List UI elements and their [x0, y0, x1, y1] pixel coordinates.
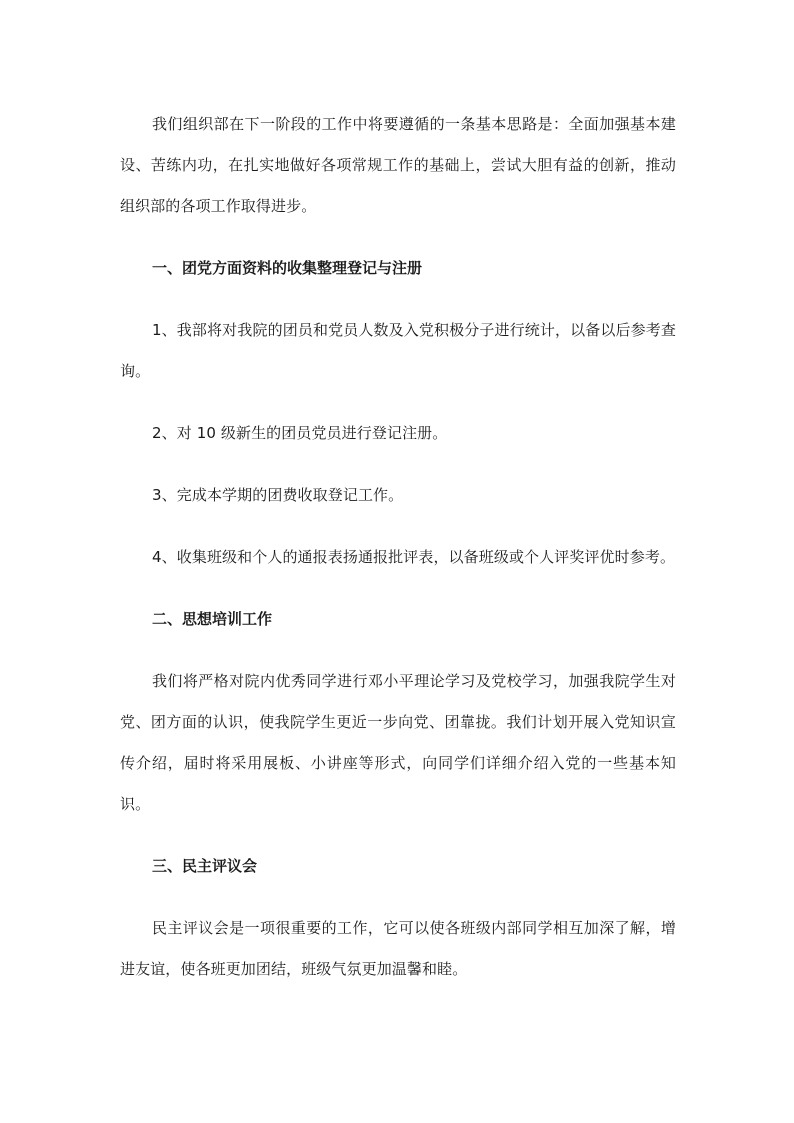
spacer [120, 392, 676, 413]
section-heading-3: 三、民主评议会 [152, 857, 258, 875]
list-item: 1、我部将对我院的团员和党员人数及入党积极分子进行统计，以备以后参考查询。 [120, 321, 676, 380]
spacer [120, 289, 676, 310]
list-item: 2、对 10 级新生的团员党员进行登记注册。 [152, 424, 448, 442]
spacer [120, 516, 676, 537]
spacer [120, 578, 676, 599]
section-heading-2: 二、思想培训工作 [152, 610, 273, 628]
section-heading-1: 一、团党方面资料的收集整理登记与注册 [152, 259, 423, 277]
list-item: 3、完成本学期的团费收取登记工作。 [152, 486, 404, 504]
intro-paragraph: 我们组织部在下一阶段的工作中将要遵循的一条基本思路是：全面加强基本建设、苦练内功，在扎实地做好各项常规工作的基础上，尝试大胆有益的创新，推动组织部的各项工作取得进步。 [120, 115, 676, 215]
spacer [120, 227, 676, 248]
list-item: 4、收集班级和个人的通报表扬通报批评表，以备班级或个人评奖评优时参考。 [152, 548, 676, 566]
spacer [120, 887, 676, 908]
document-body [120, 104, 676, 990]
spacer [120, 640, 676, 661]
spacer [120, 825, 676, 846]
spacer [120, 454, 676, 475]
section-3-paragraph: 民主评议会是一项很重要的工作，它可以使各班级内部同学相互加深了解，增进友谊，使各班更加团结，班级气氛更加温馨和睦。 [120, 919, 676, 978]
section-2-paragraph: 我们将严格对院内优秀同学进行邓小平理论学习及党校学习，加强我院学生对党、团方面的认识，使我院学生更近一步向党、团靠拢。我们计划开展入党知识宣传介绍，届时将采用展板、小讲座等形式，向同学们详细介绍入党的一些基本知识。 [120, 672, 676, 813]
